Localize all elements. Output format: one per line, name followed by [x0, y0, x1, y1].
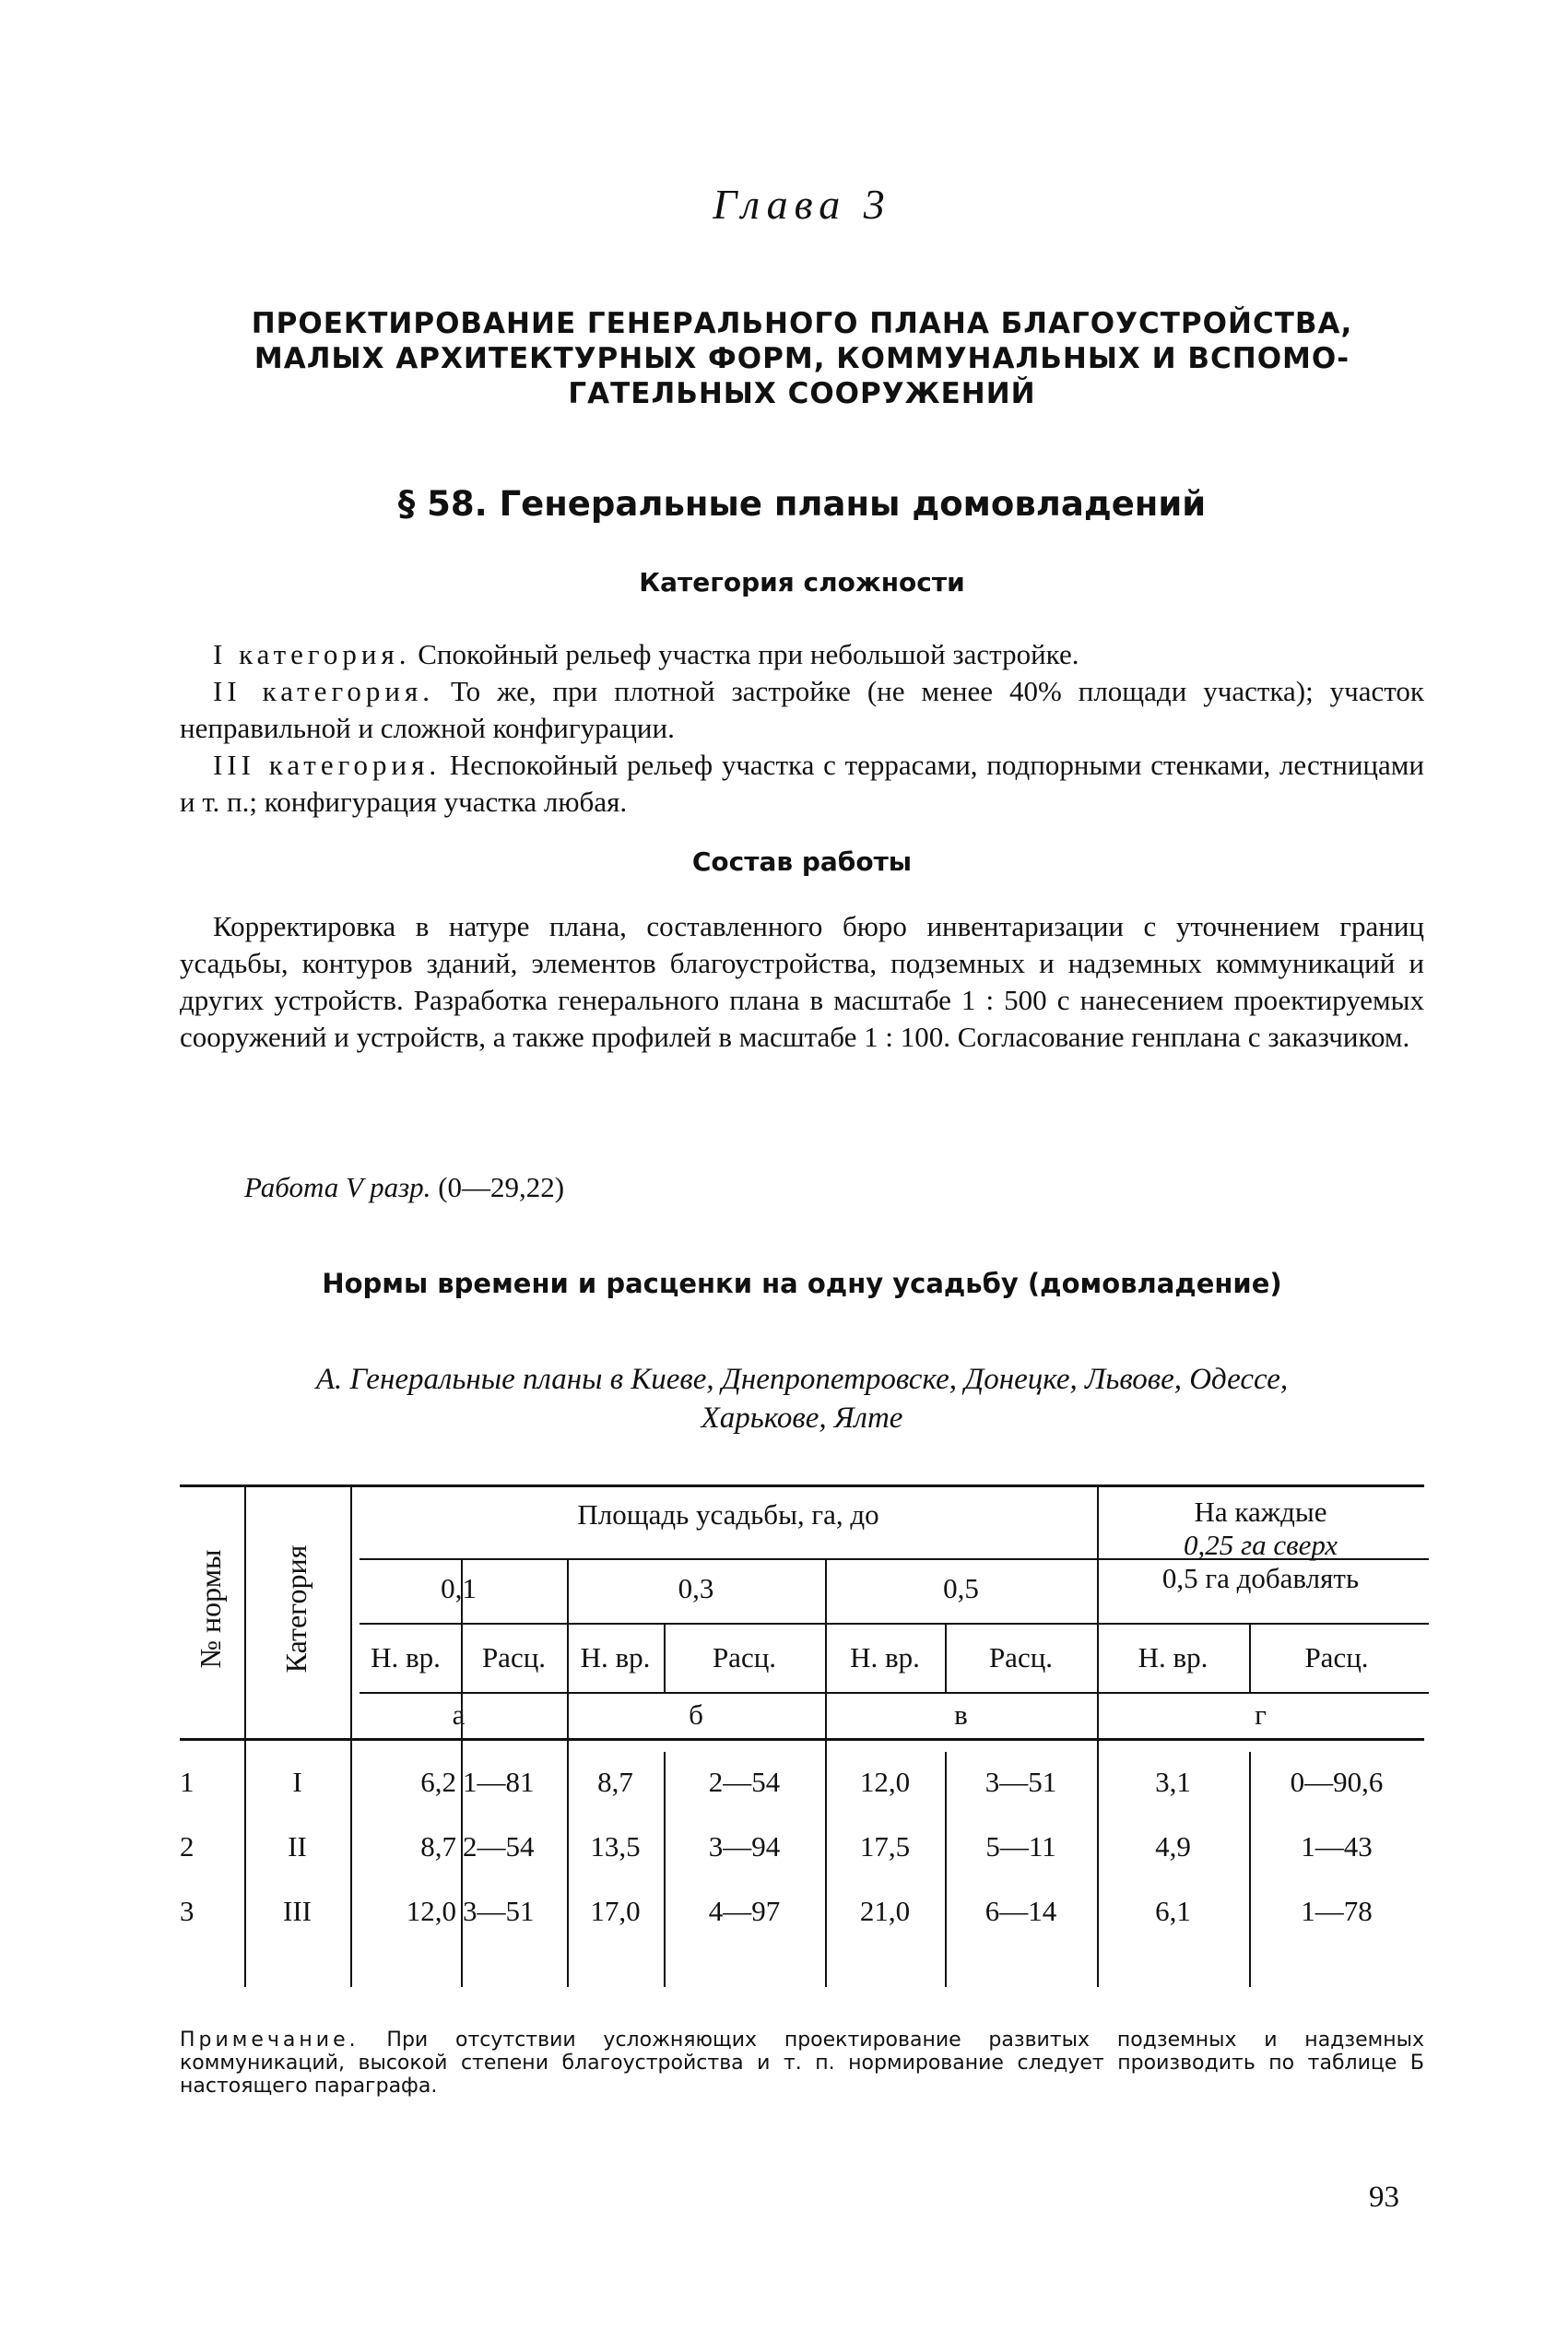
category-text: Спокойный рельеф участка при небольшой застройке. — [410, 638, 1079, 670]
cell-nvr: 8,7 — [597, 1766, 633, 1798]
work-grade — [244, 1171, 564, 1204]
subtable-title — [180, 1360, 1424, 1437]
extra-header-line: 0,5 га добавлять — [1161, 1562, 1360, 1594]
cell-nvr: 8,7 — [420, 1830, 456, 1863]
row-category: III — [283, 1895, 312, 1927]
cell-rasc: 3—51 — [984, 1766, 1057, 1798]
category-label: III категория. — [213, 749, 442, 781]
cell-rasc: 1—78 — [1301, 1895, 1373, 1927]
subtable-title-line: Харькове, Ялте — [701, 1402, 903, 1435]
cell-nvr: 6,1 — [1155, 1895, 1191, 1927]
row-num: 3 — [180, 1895, 195, 1927]
subtable-title-line: А. Генеральные планы в Киеве, Днепропетровске, Донецке, Львове, Одессе, — [315, 1363, 1289, 1396]
nvr-header: Н. вр. — [371, 1641, 441, 1674]
col-letter: г — [1255, 1698, 1267, 1731]
rasc-header: Расц. — [712, 1641, 777, 1674]
row-category: II — [288, 1830, 307, 1863]
chapter-heading: Глава 3 — [713, 181, 891, 228]
category-item — [180, 747, 1424, 821]
area-value: 0,3 — [678, 1572, 714, 1604]
row-category: I — [292, 1766, 302, 1798]
category-label: II категория. — [213, 675, 435, 707]
categories-block — [180, 636, 1424, 821]
work-block — [180, 908, 1424, 1056]
cell-rasc: 5—11 — [985, 1830, 1056, 1863]
col-letter: б — [689, 1698, 703, 1731]
col-category-header: Категория — [279, 1544, 312, 1674]
extra-header-line: 0,25 га сверх — [1184, 1529, 1338, 1561]
category-label: I категория. — [213, 638, 411, 670]
cell-rasc: 3—94 — [708, 1830, 781, 1863]
table-header-rule — [180, 1738, 1424, 1741]
cell-nvr: 6,2 — [420, 1766, 456, 1798]
col-norm-header: № нормы — [194, 1549, 227, 1669]
col-letter: в — [954, 1698, 968, 1731]
cell-rasc: 6—14 — [984, 1895, 1057, 1927]
cell-rasc: 1—43 — [1301, 1830, 1373, 1863]
cell-nvr: 12,0 — [859, 1766, 911, 1798]
work-text: Корректировка в натуре плана, составленного бюро инвентаризации с уточнением границ усадьбы, контуров зданий, элементов благоустройства, подземных и надземных коммуникаций и других устройств. Разработка генерального плана в масштабе 1 : 500 с нанесением проектируемых сооружений и устройств, а также профилей в масштабе 1 : 100. Согласование генплана с заказчиком. — [180, 910, 1424, 1053]
footnote — [180, 2028, 1424, 2098]
main-title-line: МАЛЫХ АРХИТЕКТУРНЫХ ФОРМ, КОММУНАЛЬНЫХ И ВСПОМО- — [253, 342, 1350, 375]
nvr-header: Н. вр. — [1138, 1641, 1208, 1674]
area-value: 0,1 — [441, 1572, 477, 1604]
norms-title: Нормы времени и расценки на одну усадьбу (домовладение) — [322, 1268, 1282, 1299]
rasc-header: Расц. — [988, 1641, 1054, 1674]
cell-nvr: 13,5 — [590, 1830, 641, 1863]
category-text: То же, при плотной застройке (не менее 40% площади участка); участок неправильной и сложной конфигурации. — [180, 675, 1424, 744]
main-title-line: ПРОЕКТИРОВАНИЕ ГЕНЕРАЛЬНОГО ПЛАНА БЛАГОУСТРОЙСТВА, — [251, 307, 1353, 340]
category-item — [180, 636, 1424, 673]
area-header: Площадь усадьбы, га, до — [577, 1498, 879, 1531]
table-rule — [360, 1692, 1429, 1694]
table-top-rule — [180, 1484, 1424, 1487]
cell-rasc: 2—54 — [463, 1830, 535, 1863]
row-num: 1 — [180, 1766, 195, 1798]
cell-nvr: 17,5 — [859, 1830, 911, 1863]
footnote-label: Примечание. — [180, 2028, 360, 2052]
nvr-header: Н. вр. — [850, 1641, 920, 1674]
rasc-header: Расц. — [481, 1641, 547, 1674]
page-number: 93 — [1369, 2181, 1399, 2214]
main-title — [180, 306, 1424, 411]
category-text: Неспокойный рельеф участка с террасами, подпорными стенками, лестницами и т. п.; конфигурация участка любая. — [180, 749, 1424, 818]
category-item — [180, 673, 1424, 747]
cell-nvr: 3,1 — [1155, 1766, 1191, 1798]
complexity-heading: Категория сложности — [639, 567, 965, 597]
extra-header-line: На каждые — [1194, 1496, 1327, 1528]
cell-rasc: 3—51 — [463, 1895, 535, 1927]
row-num: 2 — [180, 1830, 195, 1863]
cell-nvr: 12,0 — [406, 1895, 456, 1927]
work-heading: Состав работы — [691, 846, 913, 877]
col-letter: а — [452, 1698, 466, 1731]
cell-rasc: 4—97 — [708, 1895, 781, 1927]
norms-table — [180, 1484, 1424, 1992]
cell-nvr: 4,9 — [1155, 1830, 1191, 1863]
work-grade-label: Работа V разр. — [244, 1171, 431, 1203]
extra-header — [1097, 1496, 1424, 1595]
cell-rasc: 0—90,6 — [1290, 1766, 1384, 1798]
cell-rasc: 2—54 — [708, 1766, 781, 1798]
nvr-header: Н. вр. — [580, 1641, 651, 1674]
cell-rasc: 1—81 — [463, 1766, 535, 1798]
section-title: § 58. Генеральные планы домовладений — [397, 484, 1207, 524]
area-value: 0,5 — [943, 1572, 979, 1604]
cell-nvr: 21,0 — [859, 1895, 911, 1927]
cell-nvr: 17,0 — [590, 1895, 641, 1927]
rasc-header: Расц. — [1304, 1641, 1369, 1674]
work-grade-range: (0—29,22) — [438, 1171, 565, 1203]
footnote-text: При отсутствии усложняющих проектирование развитых подземных и надземных коммуникаций, высокой степени благоустройства и т. п. нормирование следует производить по таблице Б настоящего параграфа. — [180, 2028, 1424, 2098]
table-rule — [360, 1623, 1429, 1625]
main-title-line: ГАТЕЛЬНЫХ СООРУЖЕНИЙ — [568, 377, 1036, 410]
